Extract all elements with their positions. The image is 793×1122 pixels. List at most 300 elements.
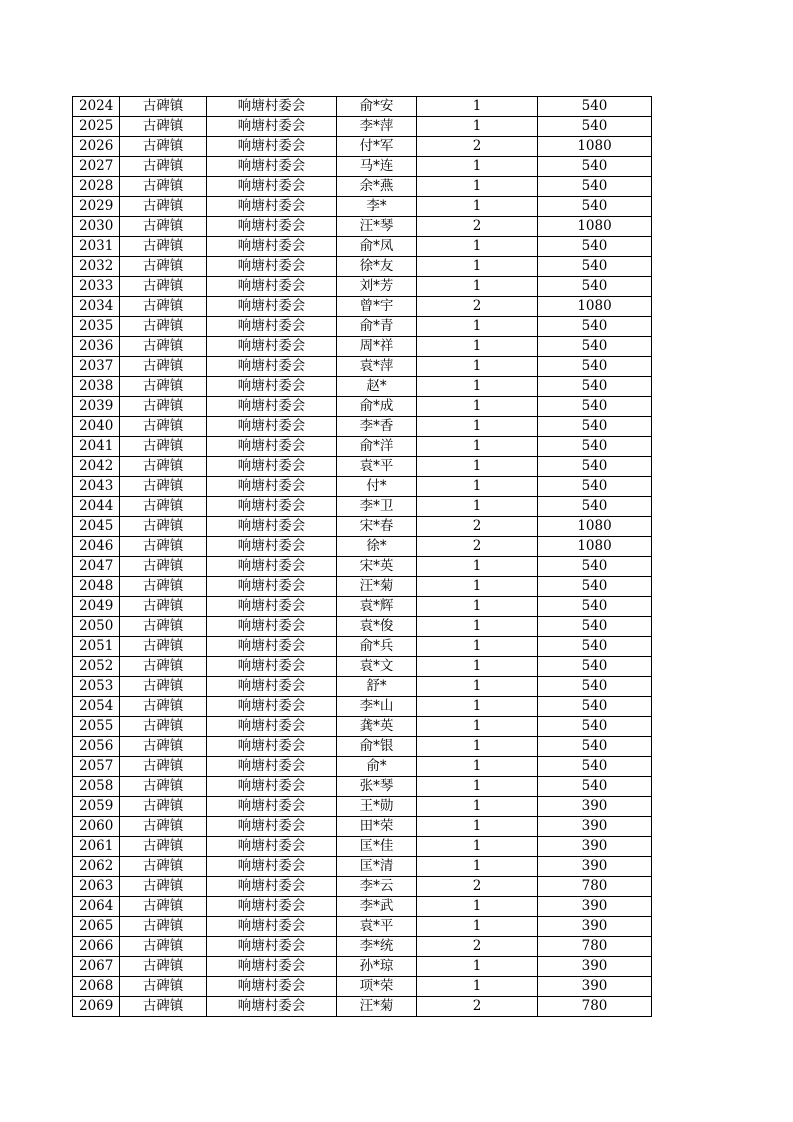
- row-number-cell: 2024: [73, 97, 120, 117]
- town-cell: 古碑镇: [120, 197, 207, 217]
- village-cell: 响塘村委会: [207, 297, 337, 317]
- amount-cell: 540: [538, 257, 652, 277]
- town-cell: 古碑镇: [120, 257, 207, 277]
- count-cell: 1: [417, 397, 538, 417]
- row-number-cell: 2056: [73, 737, 120, 757]
- town-cell: 古碑镇: [120, 677, 207, 697]
- village-cell: 响塘村委会: [207, 637, 337, 657]
- amount-cell: 390: [538, 917, 652, 937]
- village-cell: 响塘村委会: [207, 897, 337, 917]
- row-number-cell: 2043: [73, 477, 120, 497]
- town-cell: 古碑镇: [120, 617, 207, 637]
- town-cell: 古碑镇: [120, 357, 207, 377]
- amount-cell: 540: [538, 197, 652, 217]
- person-name-cell: 付*军: [337, 137, 417, 157]
- row-number-cell: 2058: [73, 777, 120, 797]
- person-name-cell: 袁*平: [337, 917, 417, 937]
- town-cell: 古碑镇: [120, 757, 207, 777]
- town-cell: 古碑镇: [120, 577, 207, 597]
- count-cell: 1: [417, 257, 538, 277]
- town-cell: 古碑镇: [120, 937, 207, 957]
- town-cell: 古碑镇: [120, 817, 207, 837]
- town-cell: 古碑镇: [120, 857, 207, 877]
- village-cell: 响塘村委会: [207, 197, 337, 217]
- village-cell: 响塘村委会: [207, 957, 337, 977]
- row-number-cell: 2041: [73, 437, 120, 457]
- town-cell: 古碑镇: [120, 917, 207, 937]
- village-cell: 响塘村委会: [207, 737, 337, 757]
- person-name-cell: 汪*菊: [337, 577, 417, 597]
- village-cell: 响塘村委会: [207, 857, 337, 877]
- town-cell: 古碑镇: [120, 977, 207, 997]
- row-number-cell: 2054: [73, 697, 120, 717]
- person-name-cell: 周*祥: [337, 337, 417, 357]
- row-number-cell: 2038: [73, 377, 120, 397]
- town-cell: 古碑镇: [120, 557, 207, 577]
- village-cell: 响塘村委会: [207, 517, 337, 537]
- table-row: [73, 97, 652, 117]
- amount-cell: 540: [538, 177, 652, 197]
- table-row: [73, 417, 652, 437]
- amount-cell: 390: [538, 857, 652, 877]
- village-cell: 响塘村委会: [207, 777, 337, 797]
- amount-cell: 540: [538, 737, 652, 757]
- count-cell: 1: [417, 117, 538, 137]
- row-number-cell: 2042: [73, 457, 120, 477]
- row-number-cell: 2060: [73, 817, 120, 837]
- table-row: [73, 397, 652, 417]
- amount-cell: 540: [538, 497, 652, 517]
- table-row: [73, 137, 652, 157]
- count-cell: 1: [417, 737, 538, 757]
- count-cell: 1: [417, 177, 538, 197]
- table-row: [73, 437, 652, 457]
- amount-cell: 390: [538, 817, 652, 837]
- amount-cell: 780: [538, 937, 652, 957]
- table-row: [73, 857, 652, 877]
- amount-cell: 390: [538, 957, 652, 977]
- row-number-cell: 2036: [73, 337, 120, 357]
- person-name-cell: 李*山: [337, 697, 417, 717]
- village-cell: 响塘村委会: [207, 937, 337, 957]
- row-number-cell: 2040: [73, 417, 120, 437]
- village-cell: 响塘村委会: [207, 837, 337, 857]
- village-cell: 响塘村委会: [207, 397, 337, 417]
- town-cell: 古碑镇: [120, 337, 207, 357]
- table-row: [73, 757, 652, 777]
- person-name-cell: 俞*青: [337, 317, 417, 337]
- table-row: [73, 337, 652, 357]
- town-cell: 古碑镇: [120, 217, 207, 237]
- row-number-cell: 2048: [73, 577, 120, 597]
- count-cell: 1: [417, 97, 538, 117]
- row-number-cell: 2026: [73, 137, 120, 157]
- count-cell: 2: [417, 937, 538, 957]
- amount-cell: 540: [538, 377, 652, 397]
- village-cell: 响塘村委会: [207, 157, 337, 177]
- amount-cell: 540: [538, 637, 652, 657]
- town-cell: 古碑镇: [120, 457, 207, 477]
- table-row: [73, 597, 652, 617]
- count-cell: 1: [417, 457, 538, 477]
- count-cell: 1: [417, 677, 538, 697]
- table-row: [73, 497, 652, 517]
- row-number-cell: 2037: [73, 357, 120, 377]
- village-cell: 响塘村委会: [207, 977, 337, 997]
- amount-cell: 540: [538, 777, 652, 797]
- count-cell: 1: [417, 337, 538, 357]
- person-name-cell: 付*: [337, 477, 417, 497]
- table-row: [73, 637, 652, 657]
- table-row: [73, 457, 652, 477]
- count-cell: 1: [417, 617, 538, 637]
- row-number-cell: 2064: [73, 897, 120, 917]
- row-number-cell: 2030: [73, 217, 120, 237]
- town-cell: 古碑镇: [120, 417, 207, 437]
- count-cell: 2: [417, 877, 538, 897]
- count-cell: 1: [417, 317, 538, 337]
- count-cell: 2: [417, 217, 538, 237]
- village-cell: 响塘村委会: [207, 537, 337, 557]
- town-cell: 古碑镇: [120, 157, 207, 177]
- town-cell: 古碑镇: [120, 637, 207, 657]
- person-name-cell: 张*琴: [337, 777, 417, 797]
- row-number-cell: 2033: [73, 277, 120, 297]
- person-name-cell: 马*连: [337, 157, 417, 177]
- table-row: [73, 557, 652, 577]
- amount-cell: 540: [538, 417, 652, 437]
- town-cell: 古碑镇: [120, 237, 207, 257]
- row-number-cell: 2062: [73, 857, 120, 877]
- town-cell: 古碑镇: [120, 797, 207, 817]
- row-number-cell: 2028: [73, 177, 120, 197]
- town-cell: 古碑镇: [120, 957, 207, 977]
- table-row: [73, 577, 652, 597]
- village-cell: 响塘村委会: [207, 237, 337, 257]
- count-cell: 1: [417, 557, 538, 577]
- person-name-cell: 俞*兵: [337, 637, 417, 657]
- amount-cell: 1080: [538, 137, 652, 157]
- count-cell: 1: [417, 977, 538, 997]
- person-name-cell: 李*统: [337, 937, 417, 957]
- count-cell: 2: [417, 537, 538, 557]
- row-number-cell: 2027: [73, 157, 120, 177]
- count-cell: 1: [417, 637, 538, 657]
- village-cell: 响塘村委会: [207, 277, 337, 297]
- village-cell: 响塘村委会: [207, 817, 337, 837]
- amount-cell: 540: [538, 237, 652, 257]
- row-number-cell: 2045: [73, 517, 120, 537]
- village-cell: 响塘村委会: [207, 617, 337, 637]
- table-row: [73, 117, 652, 137]
- table-row: [73, 257, 652, 277]
- row-number-cell: 2061: [73, 837, 120, 857]
- person-name-cell: 李*武: [337, 897, 417, 917]
- amount-cell: 540: [538, 357, 652, 377]
- person-name-cell: 孙*琼: [337, 957, 417, 977]
- amount-cell: 540: [538, 717, 652, 737]
- table-row: [73, 957, 652, 977]
- count-cell: 1: [417, 657, 538, 677]
- count-cell: 1: [417, 957, 538, 977]
- row-number-cell: 2035: [73, 317, 120, 337]
- count-cell: 1: [417, 357, 538, 377]
- amount-cell: 390: [538, 837, 652, 857]
- table-row: [73, 177, 652, 197]
- table-row: [73, 357, 652, 377]
- town-cell: 古碑镇: [120, 837, 207, 857]
- village-cell: 响塘村委会: [207, 357, 337, 377]
- amount-cell: 540: [538, 617, 652, 637]
- village-cell: 响塘村委会: [207, 697, 337, 717]
- town-cell: 古碑镇: [120, 137, 207, 157]
- village-cell: 响塘村委会: [207, 477, 337, 497]
- person-name-cell: 李*香: [337, 417, 417, 437]
- village-cell: 响塘村委会: [207, 337, 337, 357]
- count-cell: 1: [417, 597, 538, 617]
- count-cell: 2: [417, 137, 538, 157]
- amount-cell: 540: [538, 437, 652, 457]
- row-number-cell: 2068: [73, 977, 120, 997]
- person-name-cell: 俞*洋: [337, 437, 417, 457]
- amount-cell: 1080: [538, 537, 652, 557]
- table-row: [73, 237, 652, 257]
- person-name-cell: 宋*英: [337, 557, 417, 577]
- town-cell: 古碑镇: [120, 177, 207, 197]
- row-number-cell: 2057: [73, 757, 120, 777]
- village-cell: 响塘村委会: [207, 797, 337, 817]
- village-cell: 响塘村委会: [207, 877, 337, 897]
- amount-cell: 540: [538, 677, 652, 697]
- table-row: [73, 197, 652, 217]
- town-cell: 古碑镇: [120, 877, 207, 897]
- town-cell: 古碑镇: [120, 737, 207, 757]
- village-cell: 响塘村委会: [207, 597, 337, 617]
- amount-cell: 390: [538, 797, 652, 817]
- count-cell: 1: [417, 197, 538, 217]
- table-row: [73, 837, 652, 857]
- row-number-cell: 2050: [73, 617, 120, 637]
- person-name-cell: 徐*: [337, 537, 417, 557]
- table-row: [73, 477, 652, 497]
- count-cell: 1: [417, 237, 538, 257]
- person-name-cell: 余*燕: [337, 177, 417, 197]
- row-number-cell: 2055: [73, 717, 120, 737]
- row-number-cell: 2067: [73, 957, 120, 977]
- row-number-cell: 2034: [73, 297, 120, 317]
- village-cell: 响塘村委会: [207, 717, 337, 737]
- person-name-cell: 俞*凤: [337, 237, 417, 257]
- count-cell: 1: [417, 757, 538, 777]
- village-cell: 响塘村委会: [207, 177, 337, 197]
- person-name-cell: 徐*友: [337, 257, 417, 277]
- row-number-cell: 2066: [73, 937, 120, 957]
- amount-cell: 1080: [538, 217, 652, 237]
- records-table-body: [73, 97, 652, 1017]
- person-name-cell: 汪*琴: [337, 217, 417, 237]
- town-cell: 古碑镇: [120, 697, 207, 717]
- count-cell: 1: [417, 157, 538, 177]
- row-number-cell: 2046: [73, 537, 120, 557]
- count-cell: 1: [417, 717, 538, 737]
- row-number-cell: 2049: [73, 597, 120, 617]
- person-name-cell: 匡*佳: [337, 837, 417, 857]
- count-cell: 2: [417, 997, 538, 1017]
- count-cell: 2: [417, 297, 538, 317]
- person-name-cell: 王*勋: [337, 797, 417, 817]
- amount-cell: 1080: [538, 517, 652, 537]
- person-name-cell: 匡*清: [337, 857, 417, 877]
- person-name-cell: 袁*萍: [337, 357, 417, 377]
- table-row: [73, 517, 652, 537]
- person-name-cell: 田*荣: [337, 817, 417, 837]
- records-table: [72, 96, 652, 1017]
- village-cell: 响塘村委会: [207, 557, 337, 577]
- count-cell: 1: [417, 897, 538, 917]
- table-row: [73, 697, 652, 717]
- count-cell: 1: [417, 377, 538, 397]
- village-cell: 响塘村委会: [207, 317, 337, 337]
- count-cell: 1: [417, 857, 538, 877]
- amount-cell: 780: [538, 877, 652, 897]
- row-number-cell: 2031: [73, 237, 120, 257]
- row-number-cell: 2029: [73, 197, 120, 217]
- count-cell: 1: [417, 917, 538, 937]
- amount-cell: 540: [538, 477, 652, 497]
- amount-cell: 390: [538, 977, 652, 997]
- table-row: [73, 617, 652, 637]
- village-cell: 响塘村委会: [207, 257, 337, 277]
- table-row: [73, 677, 652, 697]
- town-cell: 古碑镇: [120, 297, 207, 317]
- person-name-cell: 李*萍: [337, 117, 417, 137]
- village-cell: 响塘村委会: [207, 377, 337, 397]
- town-cell: 古碑镇: [120, 657, 207, 677]
- count-cell: 1: [417, 697, 538, 717]
- town-cell: 古碑镇: [120, 717, 207, 737]
- village-cell: 响塘村委会: [207, 457, 337, 477]
- amount-cell: 540: [538, 97, 652, 117]
- village-cell: 响塘村委会: [207, 757, 337, 777]
- town-cell: 古碑镇: [120, 537, 207, 557]
- person-name-cell: 李*云: [337, 877, 417, 897]
- amount-cell: 540: [538, 397, 652, 417]
- amount-cell: 540: [538, 157, 652, 177]
- person-name-cell: 俞*成: [337, 397, 417, 417]
- village-cell: 响塘村委会: [207, 917, 337, 937]
- village-cell: 响塘村委会: [207, 137, 337, 157]
- village-cell: 响塘村委会: [207, 417, 337, 437]
- person-name-cell: 刘*芳: [337, 277, 417, 297]
- person-name-cell: 俞*银: [337, 737, 417, 757]
- village-cell: 响塘村委会: [207, 997, 337, 1017]
- town-cell: 古碑镇: [120, 317, 207, 337]
- person-name-cell: 俞*安: [337, 97, 417, 117]
- table-row: [73, 917, 652, 937]
- person-name-cell: 李*卫: [337, 497, 417, 517]
- amount-cell: 540: [538, 697, 652, 717]
- table-row: [73, 817, 652, 837]
- count-cell: 1: [417, 497, 538, 517]
- amount-cell: 540: [538, 337, 652, 357]
- village-cell: 响塘村委会: [207, 657, 337, 677]
- count-cell: 1: [417, 777, 538, 797]
- amount-cell: 540: [538, 757, 652, 777]
- row-number-cell: 2039: [73, 397, 120, 417]
- count-cell: 1: [417, 277, 538, 297]
- town-cell: 古碑镇: [120, 477, 207, 497]
- amount-cell: 540: [538, 317, 652, 337]
- table-row: [73, 217, 652, 237]
- town-cell: 古碑镇: [120, 997, 207, 1017]
- table-row: [73, 717, 652, 737]
- count-cell: 1: [417, 417, 538, 437]
- town-cell: 古碑镇: [120, 777, 207, 797]
- table-row: [73, 737, 652, 757]
- row-number-cell: 2044: [73, 497, 120, 517]
- person-name-cell: 汪*菊: [337, 997, 417, 1017]
- row-number-cell: 2025: [73, 117, 120, 137]
- village-cell: 响塘村委会: [207, 217, 337, 237]
- town-cell: 古碑镇: [120, 897, 207, 917]
- person-name-cell: 舒*: [337, 677, 417, 697]
- amount-cell: 540: [538, 457, 652, 477]
- village-cell: 响塘村委会: [207, 497, 337, 517]
- count-cell: 1: [417, 437, 538, 457]
- table-row: [73, 897, 652, 917]
- table-row: [73, 377, 652, 397]
- amount-cell: 540: [538, 277, 652, 297]
- amount-cell: 540: [538, 657, 652, 677]
- town-cell: 古碑镇: [120, 437, 207, 457]
- amount-cell: 780: [538, 997, 652, 1017]
- person-name-cell: 龚*英: [337, 717, 417, 737]
- amount-cell: 540: [538, 557, 652, 577]
- town-cell: 古碑镇: [120, 517, 207, 537]
- count-cell: 1: [417, 797, 538, 817]
- row-number-cell: 2063: [73, 877, 120, 897]
- table-row: [73, 797, 652, 817]
- amount-cell: 540: [538, 597, 652, 617]
- count-cell: 1: [417, 817, 538, 837]
- amount-cell: 540: [538, 577, 652, 597]
- amount-cell: 540: [538, 117, 652, 137]
- table-row: [73, 937, 652, 957]
- person-name-cell: 俞*: [337, 757, 417, 777]
- row-number-cell: 2069: [73, 997, 120, 1017]
- table-row: [73, 657, 652, 677]
- person-name-cell: 袁*辉: [337, 597, 417, 617]
- row-number-cell: 2051: [73, 637, 120, 657]
- table-row: [73, 777, 652, 797]
- row-number-cell: 2065: [73, 917, 120, 937]
- person-name-cell: 赵*: [337, 377, 417, 397]
- table-row: [73, 877, 652, 897]
- village-cell: 响塘村委会: [207, 577, 337, 597]
- town-cell: 古碑镇: [120, 97, 207, 117]
- table-row: [73, 977, 652, 997]
- village-cell: 响塘村委会: [207, 437, 337, 457]
- village-cell: 响塘村委会: [207, 117, 337, 137]
- table-row: [73, 297, 652, 317]
- table-row: [73, 317, 652, 337]
- row-number-cell: 2053: [73, 677, 120, 697]
- table-row: [73, 997, 652, 1017]
- town-cell: 古碑镇: [120, 117, 207, 137]
- amount-cell: 390: [538, 897, 652, 917]
- person-name-cell: 曾*宇: [337, 297, 417, 317]
- row-number-cell: 2059: [73, 797, 120, 817]
